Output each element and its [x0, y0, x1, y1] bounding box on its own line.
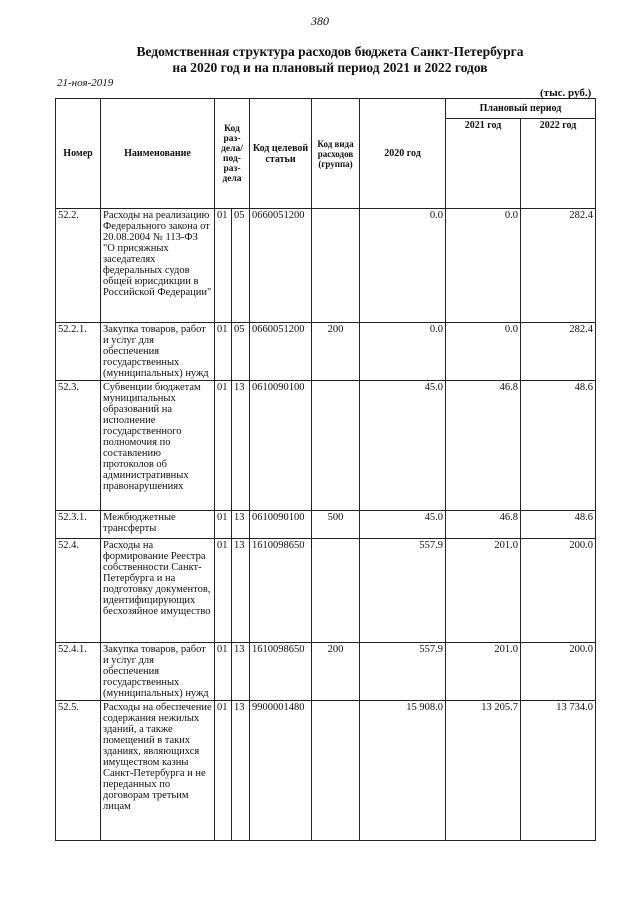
row-subsection: 05 — [232, 323, 250, 381]
row-subsection: 13 — [232, 539, 250, 643]
row-target: 1610098650 — [250, 539, 312, 643]
header-expense-type: Код вида расходов (группа) — [312, 99, 360, 209]
row-name: Расходы на обеспечение содержания нежилых зданий, а также помещений в таких зданиях, являющихся имуществом казны Санкт-Петербурга и не переданных по договорам третьим лицам — [101, 701, 215, 841]
row-2022: 13 734.0 — [521, 701, 596, 841]
row-2022: 48.6 — [521, 511, 596, 539]
row-number: 52.4.1. — [56, 643, 101, 701]
row-section: 01 — [215, 381, 232, 511]
header-2022: 2022 год — [521, 119, 596, 209]
header-planned: Плановый период — [446, 99, 596, 119]
table-row — [56, 701, 596, 841]
budget-table — [55, 98, 596, 841]
row-2021: 13 205.7 — [446, 701, 521, 841]
row-2021: 46.8 — [446, 381, 521, 511]
row-subsection: 13 — [232, 643, 250, 701]
row-2020: 0.0 — [360, 209, 446, 323]
row-type — [312, 209, 360, 323]
table-row — [56, 209, 596, 323]
row-section: 01 — [215, 539, 232, 643]
row-section: 01 — [215, 323, 232, 381]
header-target: Код целевой статьи — [250, 99, 312, 209]
row-2021: 201.0 — [446, 539, 521, 643]
row-2021: 0.0 — [446, 209, 521, 323]
row-name: Закупка товаров, работ и услуг для обеспечения государственных (муниципальных) нужд — [101, 323, 215, 381]
row-2022: 200.0 — [521, 539, 596, 643]
row-subsection: 05 — [232, 209, 250, 323]
row-number: 52.5. — [56, 701, 101, 841]
row-type — [312, 539, 360, 643]
row-2021: 201.0 — [446, 643, 521, 701]
row-number: 52.2. — [56, 209, 101, 323]
row-target: 0610090100 — [250, 511, 312, 539]
row-number: 52.3.1. — [56, 511, 101, 539]
row-target: 0660051200 — [250, 323, 312, 381]
row-section: 01 — [215, 511, 232, 539]
row-number: 52.2.1. — [56, 323, 101, 381]
table-row — [56, 323, 596, 381]
page-number: 380 — [311, 14, 329, 28]
row-2020: 45.0 — [360, 381, 446, 511]
row-target: 0610090100 — [250, 381, 312, 511]
row-2021: 46.8 — [446, 511, 521, 539]
row-target: 1610098650 — [250, 643, 312, 701]
row-section: 01 — [215, 209, 232, 323]
header-2020: 2020 год — [360, 99, 446, 209]
table-row — [56, 539, 596, 643]
row-number: 52.3. — [56, 381, 101, 511]
table-row — [56, 381, 596, 511]
header-name: Наименование — [101, 99, 215, 209]
row-name: Субвенции бюджетам муниципальных образований на исполнение государственного полномочия по составлению протоколов об административных правонарушениях — [101, 381, 215, 511]
document-date: 21-ноя-2019 — [57, 77, 114, 89]
row-subsection: 13 — [232, 701, 250, 841]
row-2022: 48.6 — [521, 381, 596, 511]
row-2022: 282.4 — [521, 209, 596, 323]
row-2020: 15 908.0 — [360, 701, 446, 841]
row-type: 200 — [312, 323, 360, 381]
row-subsection: 13 — [232, 511, 250, 539]
row-name: Расходы на реализацию Федерального закона от 20.08.2004 № 113-ФЗ "О присяжных заседателях федеральных судов общей юрисдикции в Российской Федерации" — [101, 209, 215, 323]
row-number: 52.4. — [56, 539, 101, 643]
table-row — [56, 643, 596, 701]
row-name: Закупка товаров, работ и услуг для обеспечения государственных (муниципальных) нужд — [101, 643, 215, 701]
row-name: Межбюджетные трансферты — [101, 511, 215, 539]
row-type — [312, 701, 360, 841]
units-label: (тыс. руб.) — [540, 87, 592, 99]
row-section: 01 — [215, 701, 232, 841]
row-type: 200 — [312, 643, 360, 701]
title-line-2: на 2020 год и на плановый период 2021 и 2022 годов — [172, 60, 488, 75]
row-2022: 282.4 — [521, 323, 596, 381]
row-target: 0660051200 — [250, 209, 312, 323]
row-2020: 45.0 — [360, 511, 446, 539]
header-section: Код раз- дела/ под- раз- дела — [215, 99, 250, 209]
row-type — [312, 381, 360, 511]
header-2021: 2021 год — [446, 119, 521, 209]
row-target: 9900001480 — [250, 701, 312, 841]
table-row — [56, 511, 596, 539]
row-2021: 0.0 — [446, 323, 521, 381]
row-2020: 0.0 — [360, 323, 446, 381]
row-2020: 557.9 — [360, 643, 446, 701]
row-2020: 557.9 — [360, 539, 446, 643]
document-title — [80, 44, 580, 76]
row-name: Расходы на формирование Реестра собственности Санкт-Петербурга и на подготовку документов, идентифицирующих бесхозяйное имущество — [101, 539, 215, 643]
title-line-1: Ведомственная структура расходов бюджета Санкт-Петербурга — [136, 44, 524, 59]
row-subsection: 13 — [232, 381, 250, 511]
header-number: Номер — [56, 99, 101, 209]
row-type: 500 — [312, 511, 360, 539]
row-section: 01 — [215, 643, 232, 701]
row-2022: 200.0 — [521, 643, 596, 701]
